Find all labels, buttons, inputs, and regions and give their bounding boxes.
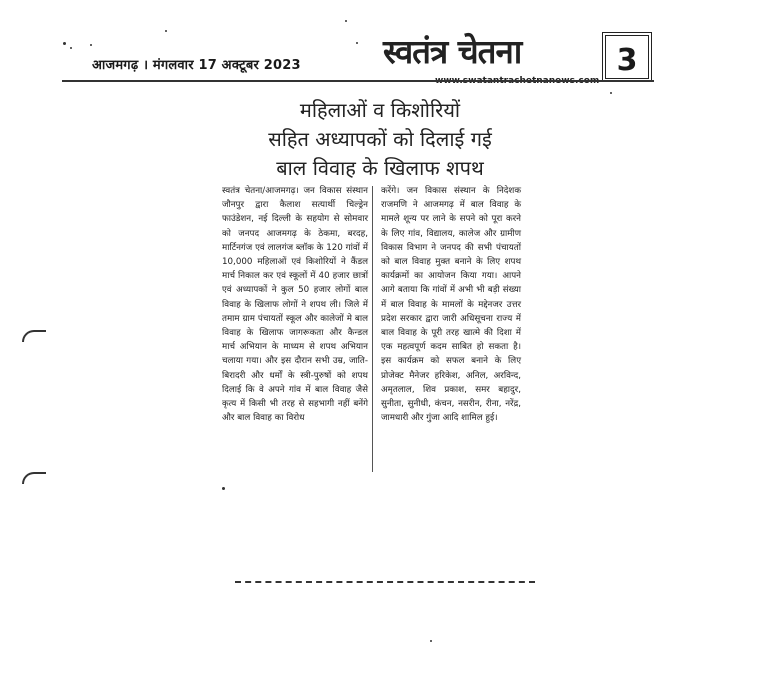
article-column-2: करेंगे। जन विकास संस्थान के निदेशक राजमणि ने आजमगढ़ में बाल विवाह के मामले शून्य पर लाने के सपने को पूरा करने के लिए गांव, विद्यालय, कालेज और ग्रामीण विकास विभाग ने जनपद की सभी पंचायतों को बाल विवाह मुक्त बनाने के लिए शपथ कार्यक्रमों का आयोजन किया गया। आपने आगे बताया कि गांवों में अभी भी बड़ी संख्या में बाल विवाह के मामलों के मद्देनजर उत्तर प्रदेश सरकार द्वारा जारी अधिसूचना राज्य में बाल विवाह के पूरी तरह खात्मे की दिशा में एक महत्वपूर्ण कदम साबित हो सकता है। इस कार्यक्रम को सफल बनाने के लिए प्रोजेक्ट मैनेजर हरिकेश, अनिल, अरविन्द, अमृतलाल, शिव प्रकाश, समर बहादुर, सुनीता, सुनीधी, कंचन, नसरीन, रीना, नरेंद्र, जामधारी और गुंजा आदि शामिल हुई। <box>381 186 521 424</box>
headline-line-1: महिलाओं व किशोरियों <box>299 98 461 122</box>
location-date-line: आजमगढ़ । मंगलवार 17 अक्टूबर 2023 <box>92 58 301 73</box>
article-column-1: स्वतंत्र चेतना/आजमगढ़। जन विकास संस्थान जौनपुर द्वारा कैलाश सत्यार्थी चिल्ड्रेन फाउंडेशन, नई दिल्ली के सहयोग से सोमवार को जनपद आजमगढ़ के ठेकमा, बरदह, मार्टिनगंज एवं लालगंज ब्लॉक के 120 गांवों में 10,000 महिलाओं एवं किशोरियों ने कैंडल मार्च निकाल कर एवं स्कूलों में 40 हजार छात्रों एवं अध्यापकों ने कुल 50 हजार लोगों बाल विवाह के खिलाफ लोगों ने शपथ ली। जिले में तमाम ग्राम पंचायतों स्कूल और कालेजों मे बाल विवाह के खिलाफ जागरूकता और कैन्डल मार्च अभियान के माध्यम से शपथ अभियान चलाया गया। और इस दौरान सभी उम्र, जाति-बिरादरी और धर्मों के स्त्री-पुरुषों को शपथ दिलाई कि वे अपने गांव में बाल विवाह जैसे कृत्य में किसी भी तरह से सहभागी नहीं बनेंगे और बाल विवाह का विरोध <box>222 186 368 424</box>
scan-speck <box>222 487 225 490</box>
scan-speck <box>345 20 347 22</box>
newspaper-name: स्वतंत्र चेतना <box>383 32 522 71</box>
scan-edge-mark <box>22 330 46 342</box>
headline-line-2: सहित अध्यापकों को दिलाई गई <box>268 127 492 151</box>
scan-speck <box>63 42 66 45</box>
scan-edge-mark <box>22 472 46 484</box>
scan-speck <box>90 44 92 46</box>
header-rule <box>62 80 654 82</box>
page-number: 3 <box>616 43 638 78</box>
scan-speck <box>610 92 612 94</box>
headline-line-3: बाल विवाह के खिलाफ शपथ <box>276 156 484 180</box>
scan-speck <box>165 30 167 32</box>
column-divider <box>372 186 373 472</box>
scan-speck <box>70 47 72 49</box>
scan-speck <box>430 640 432 642</box>
bottom-dashed-rule <box>235 581 535 583</box>
article-headline <box>220 96 540 183</box>
scan-speck <box>356 42 358 44</box>
page-number-box <box>602 32 652 82</box>
